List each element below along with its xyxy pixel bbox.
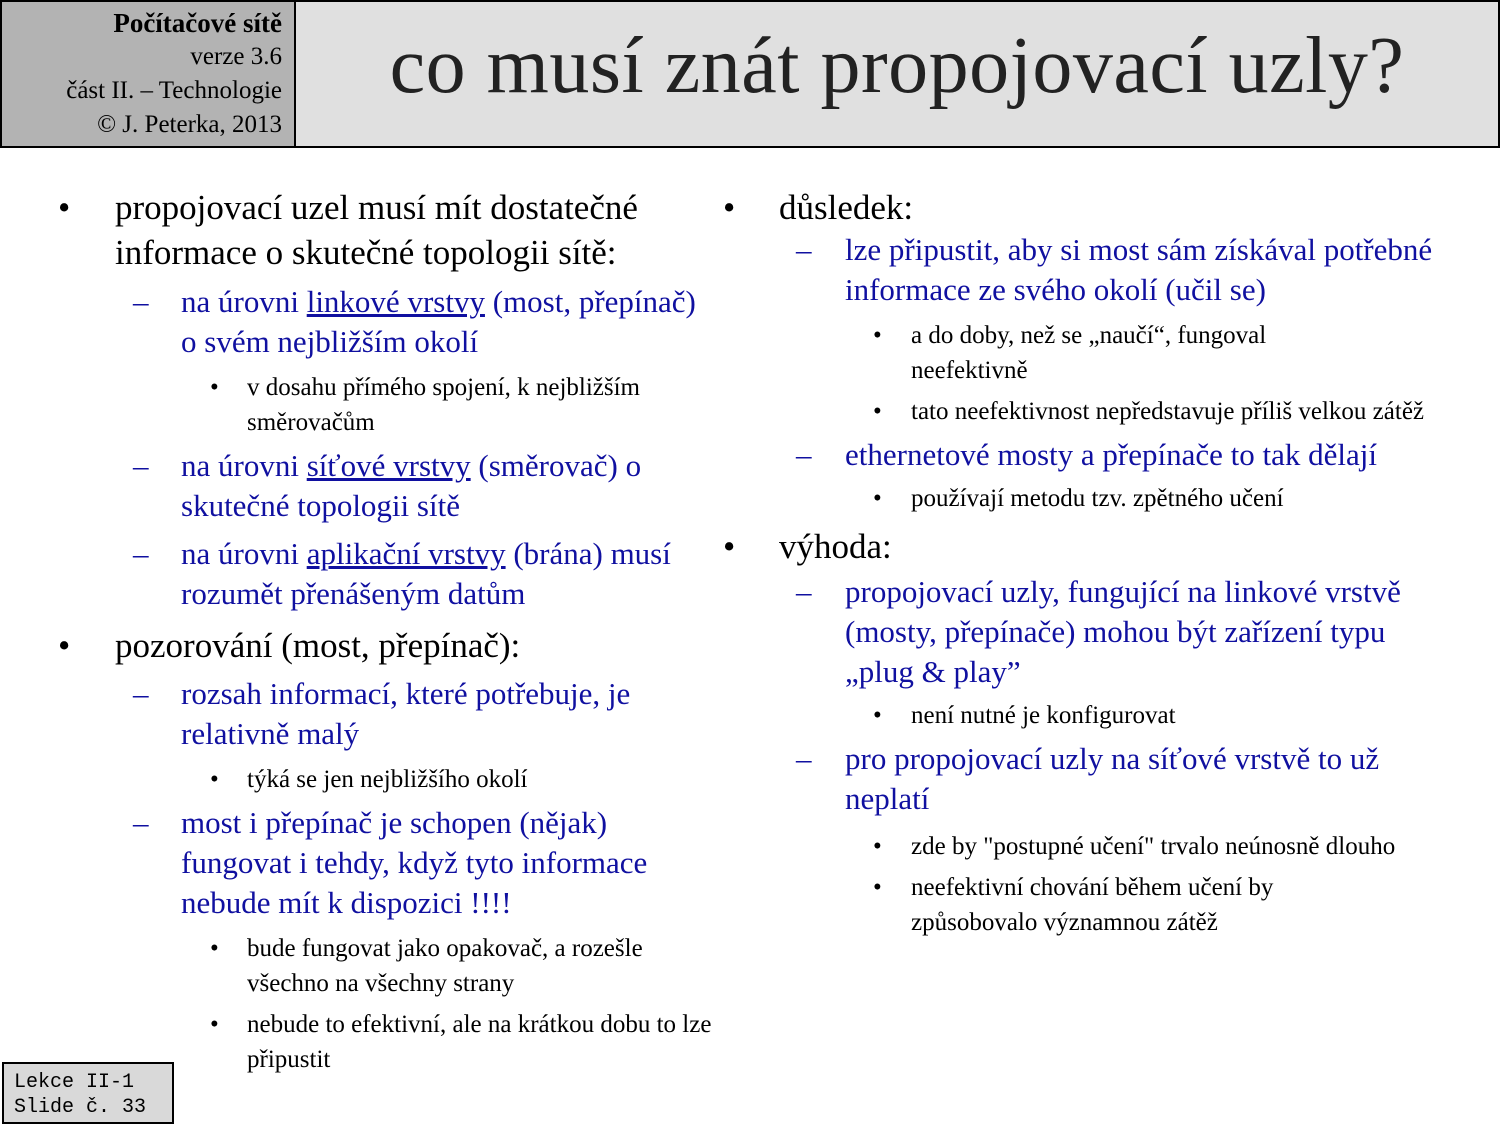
dash-marker: – [133, 536, 149, 571]
sub-item [718, 435, 1500, 475]
point-text: není nutné je konfigurovat [911, 702, 1176, 729]
sub-item [718, 572, 1460, 692]
sub-item [718, 739, 1440, 819]
point-item [0, 370, 710, 440]
bullet-item [0, 623, 720, 668]
point-text: v dosahu přímého spojení, k nejbližším směrovačům [247, 374, 641, 436]
sub-text: na úrovni [181, 536, 307, 571]
sub-text: na úrovni [181, 448, 307, 483]
point-item [0, 931, 710, 1001]
point-text: bude fungovat jako opakovač, a rozešle všechno na všechny strany [247, 935, 643, 997]
lesson-label: Lekce II-1 [14, 1071, 135, 1094]
point-item [718, 829, 1400, 864]
sub-item [0, 803, 690, 923]
bullet-text: důsledek: [779, 188, 914, 227]
underlined-term: linkové vrstvy [306, 284, 485, 319]
bullet-marker: • [210, 374, 219, 401]
sub-item [0, 534, 720, 614]
bullet-marker: • [873, 833, 882, 860]
bullet-item [718, 524, 1500, 569]
bullet-marker: • [210, 766, 219, 793]
bullet-marker: • [873, 398, 882, 425]
dash-marker: – [796, 574, 812, 609]
sub-text: (most, přepínač) o svém nejbližším okolí [181, 284, 696, 359]
underlined-term: síťové vrstvy [306, 448, 471, 483]
bullet-marker: • [210, 1011, 219, 1038]
course-info-box [0, 0, 296, 148]
point-text: tato neefektivnost nepředstavuje příliš velkou zátěž [911, 398, 1425, 425]
slide-number: Slide č. 33 [14, 1096, 147, 1119]
sub-text: ethernetové mosty a přepínače to tak dělají [845, 437, 1377, 472]
point-text: neefektivní chování během učení by způsobovalo významnou zátěž [911, 874, 1274, 936]
sub-text: na úrovni [181, 284, 307, 319]
sub-text: lze připustit, aby si most sám získával potřebné informace ze svého okolí (učil se) [845, 232, 1433, 307]
point-item [718, 318, 1380, 388]
point-item [718, 870, 1350, 940]
sub-item [0, 674, 690, 754]
dash-marker: – [133, 284, 149, 319]
sub-text: (brána) musí rozumět přenášeným datům [181, 536, 671, 611]
bullet-marker: • [723, 527, 736, 566]
right-column [718, 185, 1500, 940]
point-item [718, 698, 1500, 733]
sub-text: (směrovač) o skutečné topologii sítě [181, 448, 642, 523]
bullet-marker: • [58, 626, 71, 665]
dash-marker: – [796, 437, 812, 472]
dash-marker: – [133, 448, 149, 483]
left-column [0, 185, 720, 1077]
course-title: Počítačové sítě [113, 8, 282, 38]
slide-title: co musí znát propojovací uzly? [389, 21, 1405, 110]
bullet-marker: • [873, 702, 882, 729]
bullet-marker: • [873, 322, 882, 349]
dash-marker: – [796, 741, 812, 776]
point-item [718, 394, 1450, 429]
sub-item [0, 446, 680, 526]
point-text: týká se jen nejbližšího okolí [247, 766, 528, 793]
slide-footer [2, 1062, 174, 1124]
dash-marker: – [133, 805, 149, 840]
sub-text: propojovací uzly, fungující na linkové vrstvě (mosty, přepínače) mohou být zařízení typu „plug & play” [845, 574, 1401, 689]
point-text: nebude to efektivní, ale na krátkou dobu to lze připustit [247, 1011, 712, 1073]
course-part: část II. – Technologie [66, 77, 282, 104]
sub-item [718, 230, 1450, 310]
bullet-text: pozorování (most, přepínač): [115, 626, 521, 665]
underlined-term: aplikační vrstvy [306, 536, 506, 571]
course-version: verze 3.6 [190, 43, 282, 70]
bullet-marker: • [873, 485, 882, 512]
point-text: používají metodu tzv. zpětného učení [911, 485, 1284, 512]
point-text: zde by "postupné učení" trvalo neúnosně dlouho [911, 833, 1396, 860]
sub-text: most i přepínač je schopen (nějak) fungovat i tehdy, když tyto informace nebude mít k dispozici !!!! [181, 805, 648, 920]
sub-item [0, 282, 700, 362]
point-text: a do doby, než se „naučí“, fungoval neefektivně [911, 322, 1267, 384]
bullet-marker: • [723, 188, 736, 227]
dash-marker: – [133, 676, 149, 711]
course-copyright: © J. Peterka, 2013 [97, 111, 282, 138]
slide-title-box [296, 0, 1500, 148]
bullet-item [718, 185, 1500, 230]
bullet-marker: • [873, 874, 882, 901]
bullet-text: propojovací uzel musí mít dostatečné informace o skutečné topologii sítě: [115, 188, 638, 272]
bullet-marker: • [210, 935, 219, 962]
point-item [0, 762, 720, 797]
bullet-item [0, 185, 690, 275]
sub-text: pro propojovací uzly na síťové vrstvě to už neplatí [845, 741, 1380, 816]
point-item [718, 481, 1500, 516]
bullet-marker: • [58, 188, 71, 227]
dash-marker: – [796, 232, 812, 267]
bullet-text: výhoda: [779, 527, 892, 566]
sub-text: rozsah informací, které potřebuje, je relativně malý [181, 676, 631, 751]
